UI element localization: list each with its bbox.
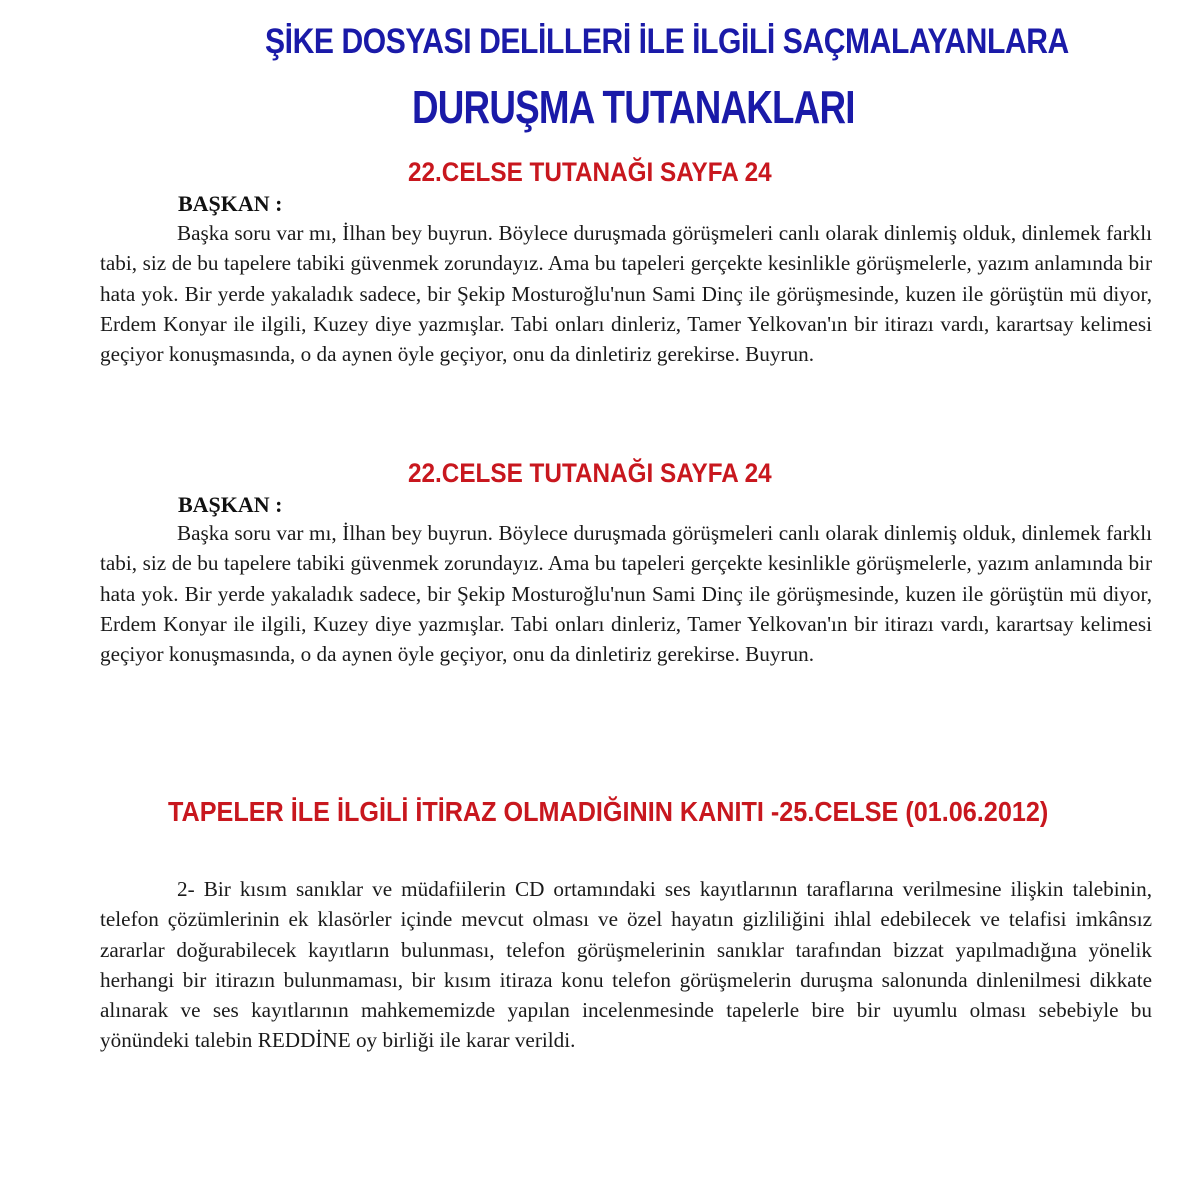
document-title-line-2: DURUŞMA TUTANAKLARI (412, 81, 855, 133)
section-heading: 22.CELSE TUTANAĞI SAYFA 24 (408, 458, 772, 488)
document-title-line-1: ŞİKE DOSYASI DELİLLERİ İLE İLGİLİ SAÇMALAYANLARA (265, 22, 1069, 61)
section-heading: 22.CELSE TUTANAĞI SAYFA 24 (408, 157, 772, 187)
speaker-label: BAŞKAN : (178, 492, 283, 517)
transcript-paragraph: Başka soru var mı, İlhan bey buyrun. Böylece duruşmada görüşmeleri canlı olarak dinlemiş olduk, dinlemek farklı tabi, siz de bu tapelere tabiki güvenmek zorundayız. Ama bu tapeleri gerçekte kesinlikle görüşmelerle, yazım anlamında bir hata yok. Bir yerde yakaladık sadece, bir Şekip Mosturoğlu'nun Sami Dinç ile görüşmesinde, kuzen ile görüştün mü diyor, Erdem Konyar ile ilgili, Kuzey diye yazmışlar. Tabi onları dinleriz, Tamer Yelkovan'ın bir itirazı vardı, karartsay kelimesi geçiyor konuşmasında, o da aynen öyle geçiyor, onu da dinletiriz gerekirse. Buyrun. (100, 521, 1152, 667)
court-decision-paragraph: 2- Bir kısım sanıklar ve müdafiilerin CD ortamındaki ses kayıtlarının taraflarına verilmesine ilişkin talebinin, telefon çözümlerinin ek klasörler içinde mevcut olması ve özel hayatın gizliliğini ihlal edebilecek ve telafisi imkânsız zararlar doğurabilecek kayıtların bulunması, telefon görüşmelerinin sanıklar tarafından bizzat yapılmadığına yönelik herhangi bir itirazın bulunmaması, bir kısım itiraza konu telefon görüşmelerin duruşma salonunda dinlenilmesi dikkate alınarak ve ses kayıtlarının mahkememizde yapılan incelenmesinde tapelerle bire bir uyumlu olması sebebiyle bu yönündeki talebin REDDİNE oy birliği ile karar verildi. (100, 877, 1152, 1053)
speaker-label: BAŞKAN : (178, 191, 283, 216)
section-heading: TAPELER İLE İLGİLİ İTİRAZ OLMADIĞININ KANITI -25.CELSE (01.06.2012) (168, 796, 1049, 827)
transcript-paragraph: Başka soru var mı, İlhan bey buyrun. Böylece duruşmada görüşmeleri canlı olarak dinlemiş olduk, dinlemek farklı tabi, siz de bu tapelere tabiki güvenmek zorundayız. Ama bu tapeleri gerçekte kesinlikle görüşmelerle, yazım anlamında bir hata yok. Bir yerde yakaladık sadece, bir Şekip Mosturoğlu'nun Sami Dinç ile görüşmesinde, kuzen ile görüştün mü diyor, Erdem Konyar ile ilgili, Kuzey diye yazmışlar. Tabi onları dinleriz, Tamer Yelkovan'ın bir itirazı vardı, karartsay kelimesi geçiyor konuşmasında, o da aynen öyle geçiyor, onu da dinletiriz gerekirse. Buyrun. (100, 221, 1152, 367)
